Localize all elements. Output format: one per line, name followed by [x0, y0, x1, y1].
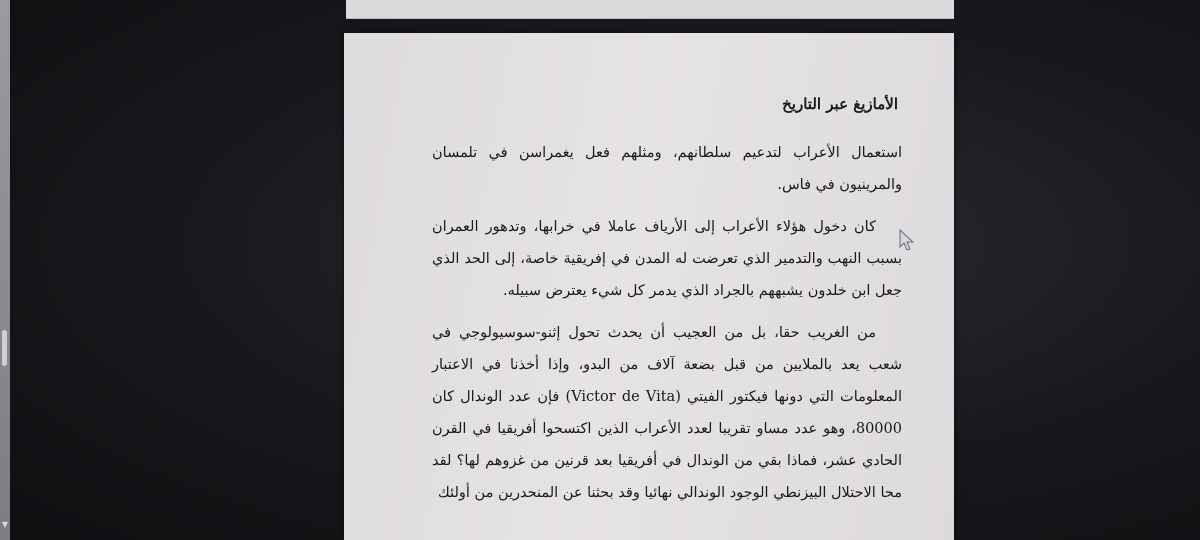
document-page	[344, 33, 954, 540]
scrollbar-thumb[interactable]	[2, 330, 7, 366]
paragraph: استعمال الأعراب لتدعيم سلطانهم، ومثلهم فعل يغمراسن في تلمسان والمرينيون في فاس.	[432, 145, 902, 193]
document-viewer	[10, 0, 1200, 540]
running-head: الأمازيغ عبر التاريخ	[782, 95, 898, 113]
previous-page-edge	[346, 0, 954, 19]
mouse-pointer-icon	[898, 228, 916, 252]
page-body	[432, 137, 902, 519]
left-scrollbar[interactable]	[0, 0, 10, 540]
paragraph: من الغريب حقا، بل من العجيب أن يحدث تحول إثنو-سوسيولوجي في شعب يعد بالملايين من قبل بضعة آلاف من البدو، وإذا أخذنا في الاعتبار المعلومات التي دونها فيكتور الفيتي (Victor de Vita) فإن عدد الوندال كان 80000، وهو عدد مساو تقريبا لعدد الأعراب الذين اكتسحوا أفريقيا في القرن الحادي عشر، فماذا بقي من الوندال في أفريقيا بعد قرنين من غزوهم لها؟ لقد محا الاحتلال البيزنطي الوجود الوندالي نهائيا وقد بحثنا عن المنحدرين من أولئك	[432, 325, 903, 501]
scroll-down-arrow-icon[interactable]: ▼	[1, 520, 9, 529]
paragraph: كان دخول هؤلاء الأعراب إلى الأرياف عاملا في خرابها، وتدهور العمران بسبب النهب والتدمير الذي تعرضت له المدن في إفريقية خاصة، إلى الحد الذي جعل ابن خلدون يشبههم بالجراد الذي يدمر كل شيء يعترض سبيله.	[432, 219, 902, 299]
